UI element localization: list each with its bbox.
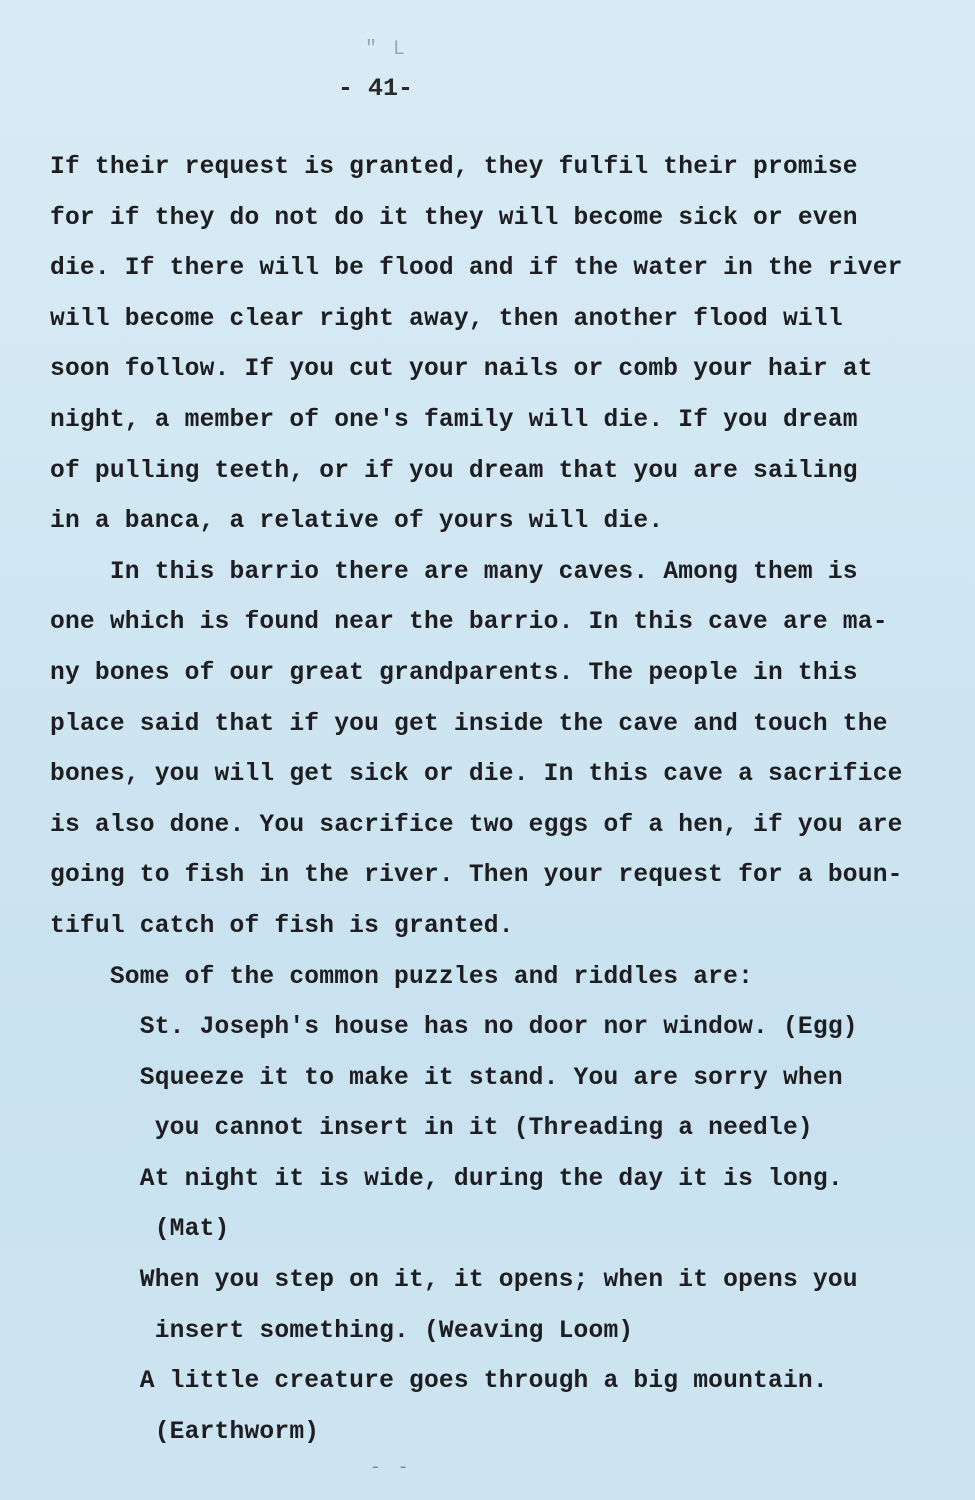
text-line: will become clear right away, then another flood will	[50, 305, 843, 333]
paragraph-1	[50, 143, 950, 548]
riddle-line: At night it is wide, during the day it is long.	[50, 1165, 843, 1193]
riddles-list	[50, 1003, 950, 1458]
riddle-line: A little creature goes through a big mountain.	[50, 1368, 828, 1396]
page-number: - 41-	[338, 74, 414, 103]
text-line: one which is found near the barrio. In this cave are ma-	[50, 609, 888, 637]
text-line: of pulling teeth, or if you dream that you are sailing	[50, 457, 858, 485]
riddle-line: Squeeze it to make it stand. You are sorry when	[50, 1064, 843, 1092]
text-line: place said that if you get inside the cave and touch the	[50, 710, 888, 738]
riddle-line: St. Joseph's house has no door nor window. (Egg)	[50, 1014, 858, 1042]
text-line: soon follow. If you cut your nails or comb your hair at	[50, 356, 873, 384]
riddle-line: (Mat)	[50, 1216, 230, 1244]
body-text	[50, 143, 950, 1458]
riddle-line: insert something. (Weaving Loom)	[50, 1317, 634, 1345]
text-line: going to fish in the river. Then your request for a boun-	[50, 862, 903, 890]
text-line: night, a member of one's family will die. If you dream	[50, 406, 858, 434]
riddles-intro: Some of the common puzzles and riddles are:	[50, 963, 754, 991]
text-line: If their request is granted, they fulfil their promise	[50, 154, 858, 181]
text-line: In this barrio there are many caves. Among them is	[50, 558, 858, 586]
text-line: ny bones of our great grandparents. The people in this	[50, 659, 858, 687]
text-line: die. If there will be flood and if the water in the river	[50, 255, 903, 283]
riddle-line: When you step on it, it opens; when it opens you	[50, 1267, 858, 1295]
text-line: tiful catch of fish is granted.	[50, 912, 514, 940]
text-line: is also done. You sacrifice two eggs of a hen, if you are	[50, 811, 903, 839]
header-mark: " L	[365, 38, 408, 61]
riddle-line: you cannot insert in it (Threading a needle)	[50, 1115, 813, 1143]
text-line: for if they do not do it they will become sick or even	[50, 204, 858, 232]
paragraph-2	[50, 548, 950, 953]
text-line: in a banca, a relative of yours will die.	[50, 508, 664, 536]
riddle-line: (Earthworm)	[50, 1418, 320, 1446]
text-line: bones, you will get sick or die. In this cave a sacrifice	[50, 761, 903, 789]
footer-mark: - -	[370, 1458, 412, 1478]
